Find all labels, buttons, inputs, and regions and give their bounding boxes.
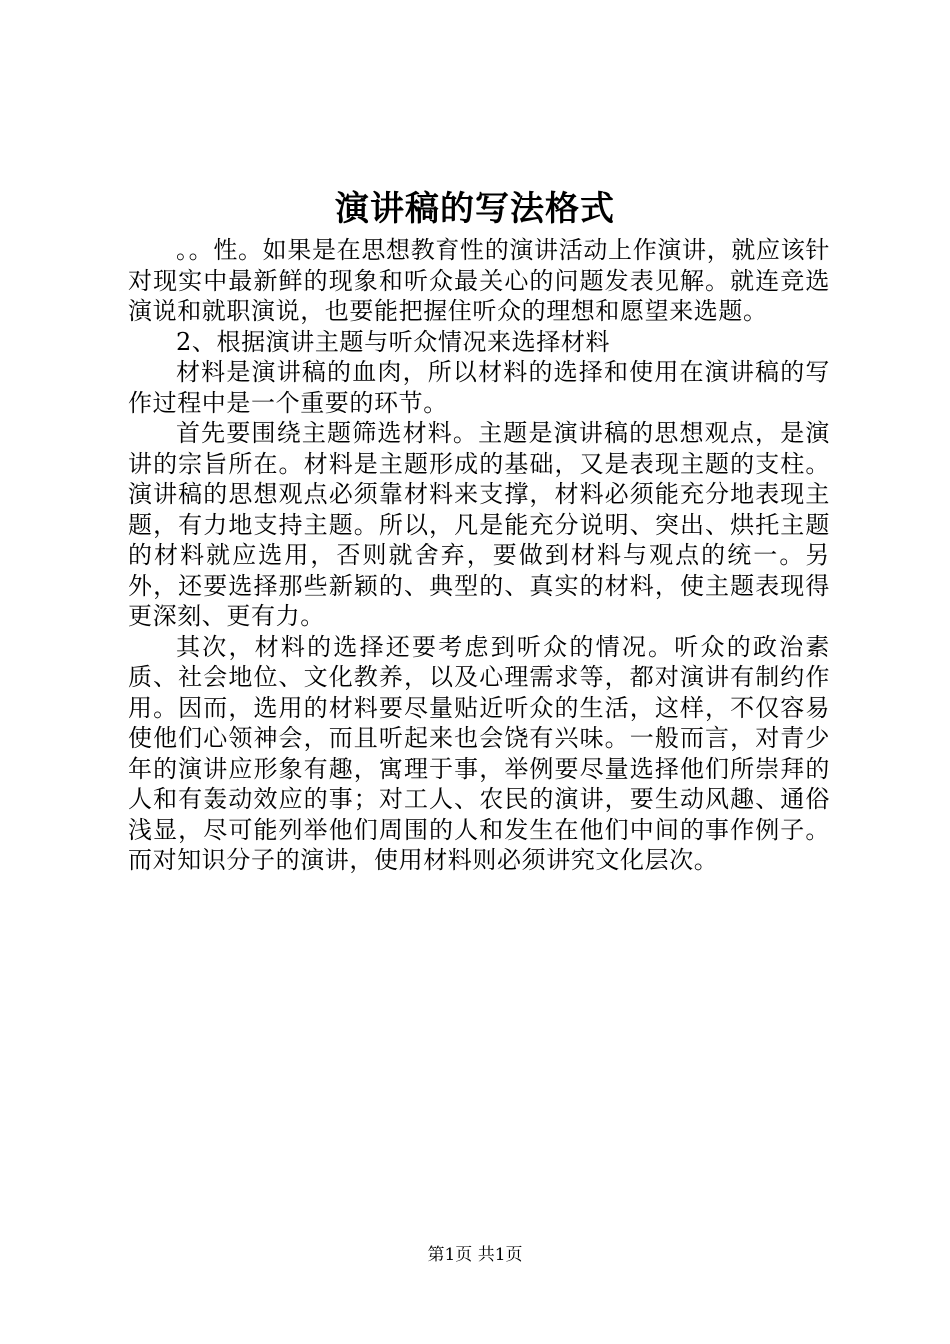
paragraph: 其次，材料的选择还要考虑到听众的情况。听众的政治素质、社会地位、文化教养，以及心理需求等，都对演讲有制约作用。因而，选用的材料要尽量贴近听众的生活，这样，不仅容易使他们心领神会，而且听起来也会饶有兴味。一般而言，对青少年的演讲应形象有趣，寓理于事，举例要尽量选择他们所崇拜的人和有轰动效应的事；对工人、农民的演讲，要生动风趣、通俗浅显，尽可能列举他们周围的人和发生在他们中间的事作例子。而对知识分子的演讲，使用材料则必须讲究文化层次。: [128, 632, 830, 874]
section-heading: 2、根据演讲主题与听众情况来选择材料: [176, 327, 611, 356]
document-body: [128, 235, 830, 876]
paragraph: 。。性。如果是在思想教育性的演讲活动上作演讲，就应该针对现实中最新鲜的现象和听众最关心的问题发表见解。就连竞选演说和就职演说，也要能把握住听众的理想和愿望来选题。: [128, 236, 830, 325]
document-title: 演讲稿的写法格式: [335, 189, 615, 229]
page-footer: 第1页 共1页: [427, 1245, 523, 1265]
paragraph: 首先要围绕主题筛选材料。主题是演讲稿的思想观点，是演讲的宗旨所在。材料是主题形成的基础，又是表现主题的支柱。演讲稿的思想观点必须靠材料来支撑，材料必须能充分地表现主题，有力地支持主题。所以，凡是能充分说明、突出、烘托主题的材料就应选用，否则就舍弃，要做到材料与观点的统一。另外，还要选择那些新颖的、典型的、真实的材料，使主题表现得更深刻、更有力。: [128, 419, 830, 630]
paragraph: 材料是演讲稿的血肉，所以材料的选择和使用在演讲稿的写作过程中是一个重要的环节。: [128, 358, 830, 417]
